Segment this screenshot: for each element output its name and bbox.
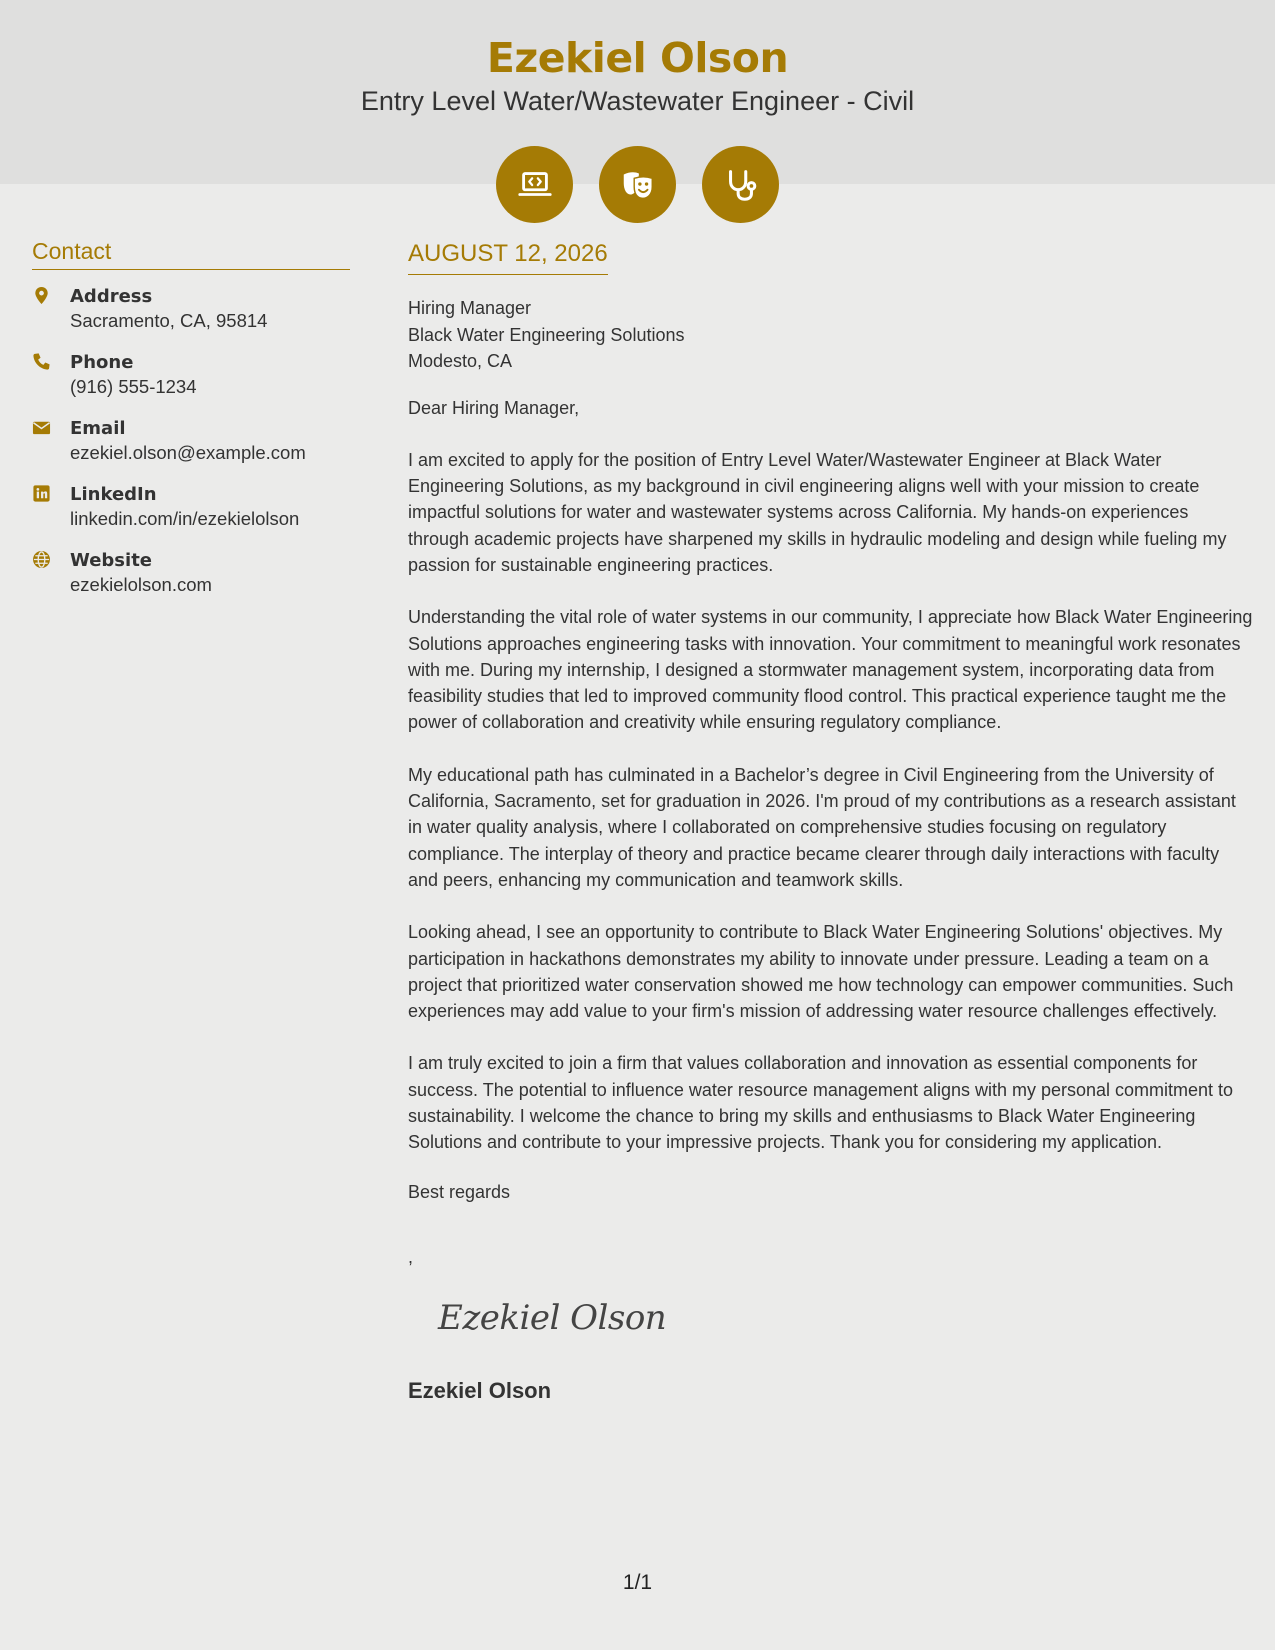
interest-badges	[496, 146, 779, 223]
phone-icon	[32, 350, 70, 399]
laptop-code-icon	[496, 146, 573, 223]
applicant-name: Ezekiel Olson	[486, 34, 789, 82]
letter-paragraph: My educational path has culminated in a Bachelor’s degree in Civil Engineering from the University of California, Sacramento, set for graduation in 2026. I'm proud of my contributions as a research assistant in water quality analysis, where I collaborated on comprehensive studies focusing on regulatory compliance. The interplay of theory and practice became clearer through daily interactions with faculty and peers, enhancing my communication and teamwork skills.	[408, 764, 1236, 890]
address-value: Sacramento, CA, 95814	[70, 310, 268, 331]
linkedin-icon	[32, 482, 70, 531]
linkedin-label: LinkedIn	[70, 484, 157, 505]
envelope-icon	[32, 416, 70, 465]
closing-comma: ,	[408, 1246, 414, 1267]
letter-paragraph: Looking ahead, I see an opportunity to contribute to Black Water Engineering Solutions' objectives. My participation in hackathons demonstrates my ability to innovate under pressure. Leading a team on a project that prioritized water conservation showed me how technology can empower communities. Such experiences may add value to your firm's mission of addressing water resource challenges effectively.	[408, 922, 1234, 1022]
stethoscope-icon	[702, 146, 779, 223]
recipient-line: Black Water Engineering Solutions	[408, 324, 685, 345]
signer-name: Ezekiel Olson	[408, 1377, 552, 1403]
job-title: Entry Level Water/Wastewater Engineer - Civil	[360, 86, 915, 116]
recipient-line: Modesto, CA	[408, 351, 513, 371]
address-label: Address	[70, 286, 153, 307]
email-label: Email	[70, 418, 126, 439]
letter-body	[408, 240, 1253, 1404]
phone-label: Phone	[70, 352, 134, 373]
letter-paragraph: I am excited to apply for the position of Entry Level Water/Wastewater Engineer at Black Water Engineering Solutions, as my background in civil engineering aligns well with your mission to create impactful solutions for water and wastewater systems across California. My hands-on experiences through academic projects have sharpened my skills in hydraulic modeling and design while fueling my passion for sustainable engineering practices.	[408, 449, 1227, 575]
map-pin-icon	[32, 284, 70, 333]
contact-list	[32, 284, 362, 614]
website-label: Website	[70, 550, 153, 571]
recipient-line: Hiring Manager	[408, 298, 532, 318]
page-number: 1/1	[622, 1571, 653, 1594]
letter-paragraph: Understanding the vital role of water systems in our community, I appreciate how Black Water Engineering Solutions approaches engineering tasks with innovation. Your commitment to meaningful work resonates with me. During my internship, I designed a stormwater management system, incorporating data from feasibility studies that led to improved community flood control. This practical experience taught me the power of collaboration and creativity while ensuring regulatory compliance.	[408, 607, 1253, 733]
letter-paragraph: I am truly excited to join a firm that values collaboration and innovation as essential components for success. The potential to influence water resource management aligns with my personal commitment to sustainability. I welcome the chance to bring my skills and enthusiasms to Black Water Engineering Solutions and contribute to your impressive projects. Thank you for considering my application.	[408, 1053, 1234, 1153]
contact-address	[32, 284, 362, 333]
recipient-block	[408, 295, 1253, 375]
contact-website	[32, 548, 362, 597]
letter-date: AUGUST 12, 2026	[408, 240, 608, 275]
globe-icon	[32, 548, 70, 597]
contact-linkedin	[32, 482, 362, 531]
linkedin-value[interactable]: linkedin.com/in/ezekielolson	[70, 508, 300, 529]
website-value[interactable]: ezekielolson.com	[70, 574, 212, 595]
theater-masks-icon	[599, 146, 676, 223]
contact-email	[32, 416, 362, 465]
salutation: Dear Hiring Manager,	[408, 397, 580, 418]
contact-heading: Contact	[32, 238, 350, 270]
closing: Best regards	[408, 1181, 511, 1202]
contact-phone	[32, 350, 362, 399]
email-value[interactable]: ezekiel.olson@example.com	[70, 442, 306, 463]
phone-value: (916) 555-1234	[70, 376, 197, 397]
handwritten-signature: Ezekiel Olson	[438, 1297, 667, 1338]
